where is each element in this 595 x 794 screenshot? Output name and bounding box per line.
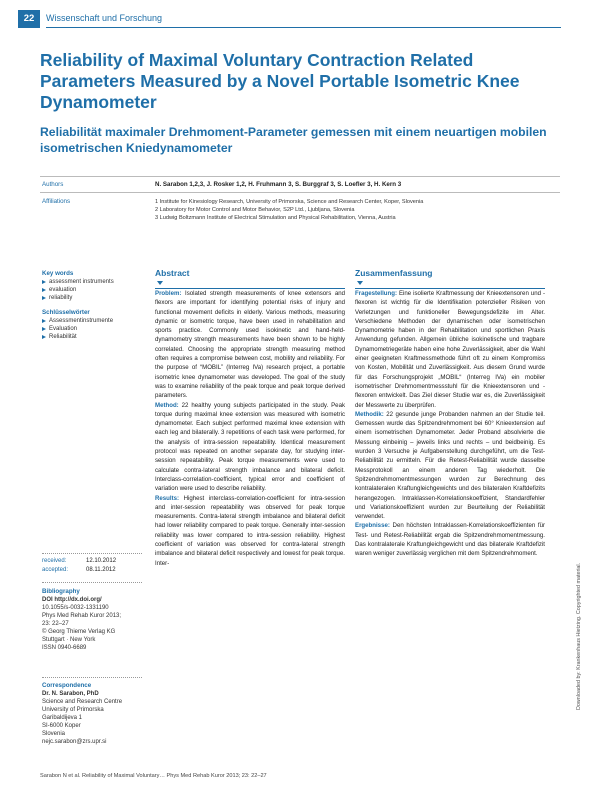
arrow-icon [42, 288, 46, 292]
authors-label: Authors [42, 181, 64, 188]
arrow-icon [42, 280, 46, 284]
affiliation-item: 3 Ludwig Boltzmann Institute of Electrical Stimulation and Physical Rehabilitation, Vienna, Austria [155, 215, 396, 221]
accepted-label: accepted: [42, 567, 69, 573]
schluessel-label: Schlüsselwörter [42, 309, 90, 316]
email-link[interactable]: nejc.sarabon@zrs.upr.si [42, 739, 107, 745]
abstract-method: Method: 22 healthy young subjects participated in the study. Peak torque during maximal knee extension was measured with isometric dynamometer. Each subject performed maximal knee extension with each leg and bilaterally. 3 repetitions of each task were performed, for the analysis of intra-session repeatability. Identical measurement protocol was repeated on another separate day, for studying inter-session repeatability. Peak torque measurements were used to calculate contra-lateral strength imbalance and bilateral deficit. Interclass-correlation-coefficient, typical error and coefficient of variation were used to describe reliability. [155, 401, 345, 493]
zf-methodik: Methodik: 22 gesunde junge Probanden nahmen an der Studie teil. Gemessen wurde das Spitzendrehmoment bei 60° Knieextension auf einem isometrischen Dynamometer. Jeder Proband absolvierte die Messung einbeinig – jeweils links und rechts – und beidbeinig. Es wurden 3 Versuche je Aufgabenstellung durchgeführt, um die Test-Reliabilität zu ermitteln. Für die Retest-Reliabilität wurde dasselbe Messprotokoll an einem anderen Tag wiederholt. Die Spitzendrehmomentmessungen wurden zur Berechnung des kontralateralen Kraftungleichgewichts und des bilateralen Kraftdefizits herangezogen. Intraklassen-Korrelationskoeffizient, Standardfehler und Variationskoeffizient wurden zur Beurteilung der Reliabilität verwendet. [355, 410, 545, 521]
affiliations [155, 198, 555, 222]
abstract-problem: Problem: Isolated strength measurements of knee extensors and flexors are important for identifying potential risks of injury and functional movement deficits in elderly. Various methods, measuring dynamic or isometric torque, have been used in rehabilitation and sports practice. Commonly used isokinetic and hand-held-dynamometry strength measurements have been shown to be highly correlated. Choosing the appropriate strength measuring method often requires a compromise between cost, mobility and reliability. For the purpose of “MOBIL” (Interreg IVa) research project, a portable isometric knee dynamometer was developed. The goal of the study was to examine reliability of the peak torque and peak torque derived parameters. [155, 290, 345, 400]
divider [42, 582, 142, 583]
page-footer: Sarabon N et al. Reliability of Maximal Voluntary… Phys Med Rehab Kuror 2013; 23: 22–27 [40, 773, 267, 779]
download-note: Downloaded by: Krankenhaus Hietzing. Copyrighted material. [576, 562, 582, 710]
article-subtitle: Reliabilität maximaler Drehmoment-Parameter gemessen mit einem neuartigen mobilen isometrischen Kniedynamometer [40, 125, 547, 155]
received-date: 12.10.2012 [86, 558, 117, 564]
bibliography-block [42, 588, 142, 652]
keyword-item: evaluation [42, 286, 142, 294]
corr-line: Dr. N. Sarabon, PhD [42, 691, 99, 697]
corr-line: Slovenia [42, 731, 66, 737]
correspondence-block [42, 682, 142, 746]
arrow-icon [42, 319, 46, 323]
bibliography-label: Bibliography [42, 588, 80, 595]
doi-link[interactable]: DOI http://dx.doi.org/ [42, 597, 102, 603]
bib-line: Stuttgart · New York [42, 637, 96, 643]
corr-line: SI-6000 Koper [42, 723, 81, 729]
running-header [0, 10, 595, 28]
keyword-item: reliability [42, 294, 142, 302]
zf-fragestellung: Fragestellung: Eine isolierte Kraftmessung der Knieextensoren und -flexoren ist wichtig für die Identifikation potenzieller Risiken von Verletzungen und funktioneller Bewegungsdefizite im Alter. Verschiedene Methoden der dynamischen oder isometrischen Dynamometrie haben in der Rehabilitation und sportlichen Praxis Anwendung gefunden. Allgemein übliche isokinetische und tragbare Dynamometriegeräte haben eine hohe Zuverlässigkeit, aber die Wahl einer geeigneten Kraftmessmethode führt oft zu einem Kompromiss von Kosten, Mobilität und Zuverlässigkeit. Aus diesem Grund wurde für das Forschungsprojekt „MOBIL“ (Interreg IVa) ein mobiler isometrischer Drehmomentmessstuhl für die Knieextensoren und -flexoren entwickelt. Das Ziel dieser Studie war es, die Zuverlässigkeit der Messwerte zu überprüfen. [355, 290, 545, 409]
abstract-column [155, 268, 345, 568]
arrow-icon [42, 335, 46, 339]
keyword-item: Evaluation [42, 325, 142, 333]
keywords-block [42, 270, 142, 341]
authors: N. Sarabon 1,2,3, J. Rosker 1,2, H. Fruhmann 3, S. Burggraf 3, S. Loefler 3, H. Kern 3 [155, 181, 402, 188]
zusammenfassung-column [355, 268, 545, 559]
correspondence-label: Correspondence [42, 682, 92, 689]
affiliations-label: Affiliations [42, 198, 71, 205]
bib-line: 23: 22–27 [42, 621, 69, 627]
page-number: 22 [18, 10, 40, 28]
abstract-heading: Abstract [155, 268, 190, 278]
keyword-item: assessment instruments [42, 278, 142, 286]
corr-line: University of Primorska [42, 707, 104, 713]
divider [40, 176, 560, 177]
triangle-down-icon [157, 281, 163, 285]
accepted-date: 08.11.2012 [86, 567, 116, 573]
arrow-icon [42, 327, 46, 331]
divider [42, 553, 142, 554]
affiliation-item: 2 Laboratory for Motor Control and Motor Behavior, S2P Ltd., Ljubljana, Slovenia [155, 207, 355, 213]
triangle-down-icon [357, 281, 363, 285]
received-label: received: [42, 558, 67, 564]
bib-line: Phys Med Rehab Kuror 2013; [42, 613, 122, 619]
keyword-item: Reliabilität [42, 333, 142, 341]
dates-block [42, 557, 116, 575]
bib-line: ISSN 0940-6689 [42, 645, 87, 651]
section-title: Wissenschaft und Forschung [46, 10, 561, 28]
article-title: Reliability of Maximal Voluntary Contraction Related Parameters Measured by a Novel Portable Isometric Knee Dynamometer [40, 50, 520, 112]
bib-line: © Georg Thieme Verlag KG [42, 629, 116, 635]
bib-line: 10.1055/s-0032-1331190 [42, 605, 109, 611]
keyword-item: Assessmentinstrumente [42, 317, 142, 325]
abstract-results: Results: Highest interclass-correlation-coefficient for intra-session and inter-session repeatability was observed for peak torque measurements. Contra-lateral strength imbalance and bilateral deficit had lower reliability compared to peak torque. Generally inter-session reliability was lower compared to intra-session reliability. Highest coefficient of variation was observed for contra-lateral strength imbalance and bilateral deficit respectively and lowest for peak torque. Inter- [155, 494, 345, 567]
affiliation-item: 1 Institute for Kinesiology Research, University of Primorska, Science and Research Center, Koper, Slovenia [155, 199, 424, 205]
corr-line: Science and Research Centre [42, 699, 123, 705]
divider [40, 192, 560, 193]
arrow-icon [42, 296, 46, 300]
keywords-label: Key words [42, 270, 74, 277]
divider [42, 677, 142, 678]
corr-line: Garibaldijeva 1 [42, 715, 83, 721]
zf-ergebnisse: Ergebnisse: Den höchsten Intraklassen-Korrelationskoeffizienten für Test- und Retest-Reliabilität ergab die Spitzendrehmomentmessung. Das kontralaterale Kraftungleichgewicht und das bilaterale Kraftdefizit waren weniger zuverlässig verglichen mit dem Spitzendrehmoment. [355, 522, 546, 558]
zusammenfassung-heading: Zusammenfassung [355, 268, 433, 278]
